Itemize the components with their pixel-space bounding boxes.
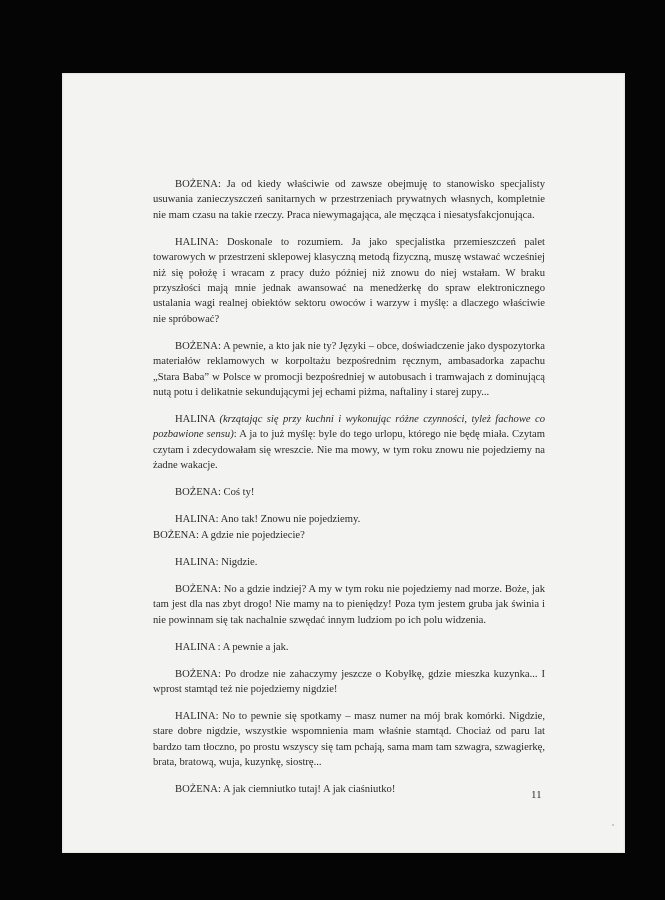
dialogue-paragraph-bozena-4: BOŻENA: A gdzie nie pojedziecie? [153, 529, 305, 541]
dialogue-paragraph-bozena-6: BOŻENA: Po drodze nie zahaczymy jeszcze o Kobyłkę, gdzie mieszka kuzynka... I wprost stamtąd też nie pojedziemy nigdzie! [153, 668, 545, 695]
dialogue-paragraph-halina-5: HALINA : A pewnie a jak. [175, 641, 289, 653]
dialogue-line: : A ja to już myślę: byle do tego urlopu, którego nie będę miała. Czytam czytam i zdecydowałam się wreszcie. Nie ma mowy, w tym roku znowu nie pojedziemy na żadne wakacje. [153, 429, 546, 472]
stage-direction: (krzątając się przy kuchni i wykonując różne czynności, tyleż fachowe co pozbawione sensu) [153, 414, 545, 441]
document-page [62, 73, 625, 853]
dialogue-paragraph-bozena-1: BOŻENA: Ja od kiedy właściwie od zawsze obejmuję to stanowisko specjalisty usuwania zanieczyszczeń sanitarnych w przestrzeniach prywatnych własnych, kompletnie nie mam czasu na takie rzeczy. Praca niewymagająca, ale męcząca i niesatysfakcjonująca. [153, 179, 545, 221]
dialogue-paragraph-halina-2 [153, 412, 545, 474]
dialogue-text [153, 177, 545, 809]
dialogue-paragraph-halina-4: HALINA: Nigdzie. [175, 556, 258, 568]
dialogue-paragraph-halina-1: HALINA: Doskonale to rozumiem. Ja jako specjalistka przemieszczeń palet towarowych w przestrzeni sklepowej klasyczną metodą fizyczną, muszę wstawać wcześniej niż się położę i wracam z pracy dużo później niż znowu do niej wstałam. W braku przyszłości mają mnie jednak awansować na menedżerkę do spraw elektronicznego ustalania wagi realnej obiektów sektoru owoców i warzyw i myślę: a dlaczego właściwie nie spróbować? [153, 236, 545, 325]
dialogue-paragraph-bozena-7: BOŻENA: A jak ciemniutko tutaj! A jak ciaśniutko! [175, 784, 396, 796]
page-number: 11 [531, 789, 542, 801]
dialogue-paragraph-bozena-2: BOŻENA: A pewnie, a kto jak nie ty? Języki – obce, doświadczenie jako dyspozytorka materiałów reklamowych w korpoltażu bezpośrednim ręcznym, ambasadorka zapachu „Stara Baba” w Polsce w promocji bezpośredniej w autobusach i tramwajach z dominującą nutą potu i delikatnie sekundującymi jej echami piżma, naftaliny i starej zupy... [153, 340, 545, 399]
dialogue-paragraph-bozena-3: BOŻENA: Coś ty! [175, 487, 255, 499]
dialogue-paragraph-halina-3: HALINA: Ano tak! Znowu nie pojedziemy. [175, 514, 361, 526]
scan-speck [612, 824, 614, 826]
dialogue-paragraph-halina-6: HALINA: No to pewnie się spotkamy – masz numer na mój brak komórki. Nigdzie, stare dobre nigdzie, wszystkie wspomnienia mam właśnie stamtąd. Chociaż od paru lat bardzo tam tłoczno, po prostu wszyscy się tam pchają, sama mam tam szwagra, szwagierkę, brata, bratową, wuja, kuzynkę, siostrę... [153, 710, 545, 769]
dialogue-paragraph-bozena-5: BOŻENA: No a gdzie indziej? A my w tym roku nie pojedziemy nad morze. Boże, jak tam jest dla nas zbyt drogo! Nie mamy na to pieniędzy! Poza tym jestem gruba jak świnia i nie powinnam się tak nachalnie szwędać innym ludziom po ich polu widzenia. [153, 583, 545, 626]
speaker-name: HALINA [175, 414, 216, 426]
